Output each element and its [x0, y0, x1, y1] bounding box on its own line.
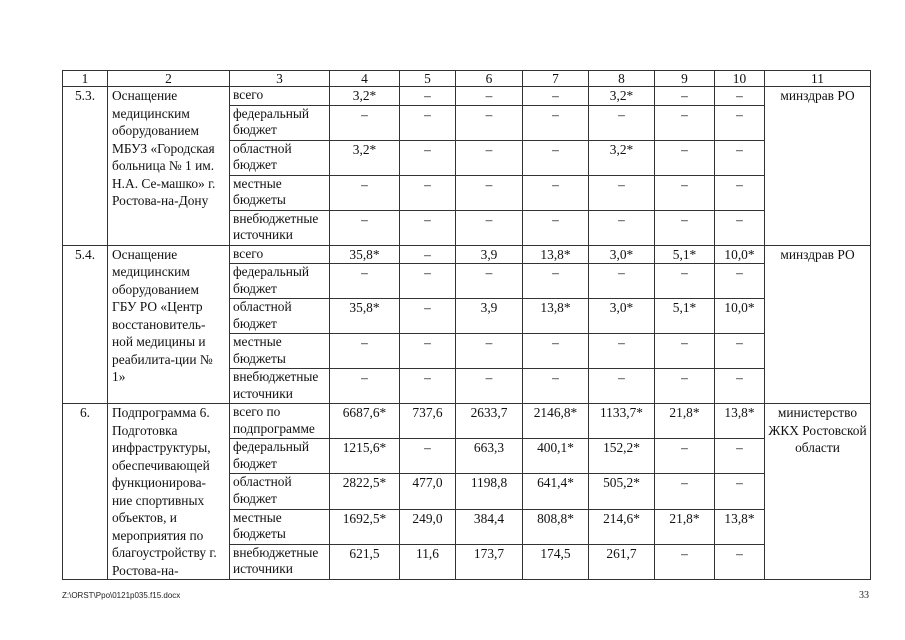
- budget-table: [62, 70, 871, 580]
- value-cell: –: [456, 140, 523, 175]
- item-number: 6.: [63, 404, 108, 580]
- value-cell: 1692,5*: [330, 509, 400, 544]
- funding-source: местные бюджеты: [230, 509, 330, 544]
- table-row: [63, 404, 871, 439]
- value-cell: 2633,7: [456, 404, 523, 439]
- column-header: 9: [655, 71, 715, 87]
- value-cell: –: [655, 87, 715, 106]
- value-cell: –: [523, 369, 589, 404]
- value-cell: 808,8*: [523, 509, 589, 544]
- funding-source: всего: [230, 245, 330, 264]
- column-header: 4: [330, 71, 400, 87]
- value-cell: –: [655, 439, 715, 474]
- value-cell: 663,3: [456, 439, 523, 474]
- value-cell: 21,8*: [655, 509, 715, 544]
- funding-source: всего: [230, 87, 330, 106]
- value-cell: 400,1*: [523, 439, 589, 474]
- value-cell: 13,8*: [715, 404, 765, 439]
- value-cell: 3,2*: [330, 140, 400, 175]
- value-cell: 261,7: [589, 544, 655, 579]
- value-cell: –: [330, 105, 400, 140]
- value-cell: –: [715, 439, 765, 474]
- value-cell: 3,2*: [330, 87, 400, 106]
- value-cell: 3,0*: [589, 299, 655, 334]
- value-cell: 641,4*: [523, 474, 589, 509]
- value-cell: –: [456, 87, 523, 106]
- value-cell: 10,0*: [715, 299, 765, 334]
- value-cell: 13,8*: [523, 245, 589, 264]
- value-cell: –: [589, 105, 655, 140]
- value-cell: –: [655, 544, 715, 579]
- value-cell: –: [715, 474, 765, 509]
- responsible-executor: минздрав РО: [765, 87, 871, 246]
- column-header: 7: [523, 71, 589, 87]
- value-cell: 2822,5*: [330, 474, 400, 509]
- value-cell: –: [400, 87, 456, 106]
- value-cell: 13,8*: [715, 509, 765, 544]
- value-cell: –: [589, 175, 655, 210]
- value-cell: –: [655, 140, 715, 175]
- item-name: Подпрограмма 6. Подготовка инфраструктуры, обеспечивающей функционирова-ние спортивных объектов, и мероприятия по благоустройству г. Ростова-на-: [108, 404, 230, 580]
- value-cell: 6687,6*: [330, 404, 400, 439]
- value-cell: –: [400, 439, 456, 474]
- value-cell: –: [589, 369, 655, 404]
- value-cell: 35,8*: [330, 299, 400, 334]
- value-cell: 21,8*: [655, 404, 715, 439]
- value-cell: 10,0*: [715, 245, 765, 264]
- value-cell: –: [715, 140, 765, 175]
- value-cell: –: [456, 105, 523, 140]
- value-cell: –: [400, 334, 456, 369]
- value-cell: 5,1*: [655, 245, 715, 264]
- value-cell: 249,0: [400, 509, 456, 544]
- value-cell: 1198,8: [456, 474, 523, 509]
- value-cell: –: [715, 264, 765, 299]
- value-cell: 737,6: [400, 404, 456, 439]
- value-cell: –: [655, 175, 715, 210]
- value-cell: 174,5: [523, 544, 589, 579]
- funding-source: областной бюджет: [230, 140, 330, 175]
- item-name: Оснащение медицинским оборудованием МБУЗ «Городская больница № 1 им. Н.А. Се-машко» г. Ростова-на-Дону: [108, 87, 230, 246]
- value-cell: –: [523, 334, 589, 369]
- value-cell: 2146,8*: [523, 404, 589, 439]
- value-cell: 11,6: [400, 544, 456, 579]
- value-cell: –: [400, 175, 456, 210]
- value-cell: 477,0: [400, 474, 456, 509]
- funding-source: федеральный бюджет: [230, 105, 330, 140]
- value-cell: 5,1*: [655, 299, 715, 334]
- value-cell: –: [523, 210, 589, 245]
- value-cell: –: [400, 299, 456, 334]
- value-cell: 3,9: [456, 245, 523, 264]
- value-cell: –: [589, 210, 655, 245]
- value-cell: –: [400, 245, 456, 264]
- column-header: 3: [230, 71, 330, 87]
- value-cell: –: [330, 175, 400, 210]
- value-cell: 3,2*: [589, 140, 655, 175]
- table-row: [63, 245, 871, 264]
- value-cell: 505,2*: [589, 474, 655, 509]
- value-cell: 3,0*: [589, 245, 655, 264]
- funding-source: областной бюджет: [230, 299, 330, 334]
- value-cell: –: [715, 105, 765, 140]
- value-cell: –: [715, 334, 765, 369]
- value-cell: –: [330, 369, 400, 404]
- column-header: 6: [456, 71, 523, 87]
- value-cell: –: [715, 369, 765, 404]
- value-cell: –: [715, 210, 765, 245]
- funding-source: федеральный бюджет: [230, 264, 330, 299]
- funding-source: местные бюджеты: [230, 175, 330, 210]
- value-cell: 1215,6*: [330, 439, 400, 474]
- item-name: Оснащение медицинским оборудованием ГБУ РО «Центр восстановитель-ной медицины и реабилита-ции № 1»: [108, 245, 230, 404]
- value-cell: –: [655, 334, 715, 369]
- value-cell: –: [715, 87, 765, 106]
- table-row: [63, 87, 871, 106]
- column-header: 10: [715, 71, 765, 87]
- funding-source: федеральный бюджет: [230, 439, 330, 474]
- value-cell: –: [456, 369, 523, 404]
- header-row: [63, 71, 871, 87]
- value-cell: –: [456, 334, 523, 369]
- value-cell: –: [523, 175, 589, 210]
- value-cell: –: [655, 210, 715, 245]
- value-cell: –: [655, 474, 715, 509]
- value-cell: 3,9: [456, 299, 523, 334]
- funding-source: внебюджетные источники: [230, 210, 330, 245]
- funding-source: областной бюджет: [230, 474, 330, 509]
- column-header: 5: [400, 71, 456, 87]
- funding-source: внебюджетные источники: [230, 544, 330, 579]
- value-cell: –: [456, 175, 523, 210]
- value-cell: –: [655, 105, 715, 140]
- page-number: 33: [859, 590, 869, 601]
- value-cell: 1133,7*: [589, 404, 655, 439]
- value-cell: 173,7: [456, 544, 523, 579]
- funding-source: местные бюджеты: [230, 334, 330, 369]
- value-cell: 214,6*: [589, 509, 655, 544]
- value-cell: –: [589, 264, 655, 299]
- value-cell: 384,4: [456, 509, 523, 544]
- item-number: 5.4.: [63, 245, 108, 404]
- funding-source: всего по подпрограмме: [230, 404, 330, 439]
- value-cell: –: [400, 369, 456, 404]
- value-cell: 621,5: [330, 544, 400, 579]
- value-cell: –: [715, 544, 765, 579]
- value-cell: –: [400, 140, 456, 175]
- value-cell: –: [330, 264, 400, 299]
- value-cell: –: [655, 369, 715, 404]
- value-cell: –: [523, 264, 589, 299]
- funding-source: внебюджетные источники: [230, 369, 330, 404]
- value-cell: –: [655, 264, 715, 299]
- value-cell: –: [523, 105, 589, 140]
- column-header: 8: [589, 71, 655, 87]
- value-cell: –: [400, 264, 456, 299]
- value-cell: 152,2*: [589, 439, 655, 474]
- value-cell: –: [456, 264, 523, 299]
- value-cell: 3,2*: [589, 87, 655, 106]
- column-header: 2: [108, 71, 230, 87]
- value-cell: –: [456, 210, 523, 245]
- column-header: 11: [765, 71, 871, 87]
- column-header: 1: [63, 71, 108, 87]
- value-cell: –: [523, 140, 589, 175]
- value-cell: –: [715, 175, 765, 210]
- value-cell: 35,8*: [330, 245, 400, 264]
- value-cell: –: [330, 334, 400, 369]
- file-path: Z:\ORST\Ppo\0121p035.f15.docx: [62, 591, 181, 600]
- value-cell: –: [589, 334, 655, 369]
- value-cell: 13,8*: [523, 299, 589, 334]
- responsible-executor: министерство ЖКХ Ростовской области: [765, 404, 871, 580]
- responsible-executor: минздрав РО: [765, 245, 871, 404]
- item-number: 5.3.: [63, 87, 108, 246]
- value-cell: –: [400, 210, 456, 245]
- value-cell: –: [400, 105, 456, 140]
- value-cell: –: [330, 210, 400, 245]
- value-cell: –: [523, 87, 589, 106]
